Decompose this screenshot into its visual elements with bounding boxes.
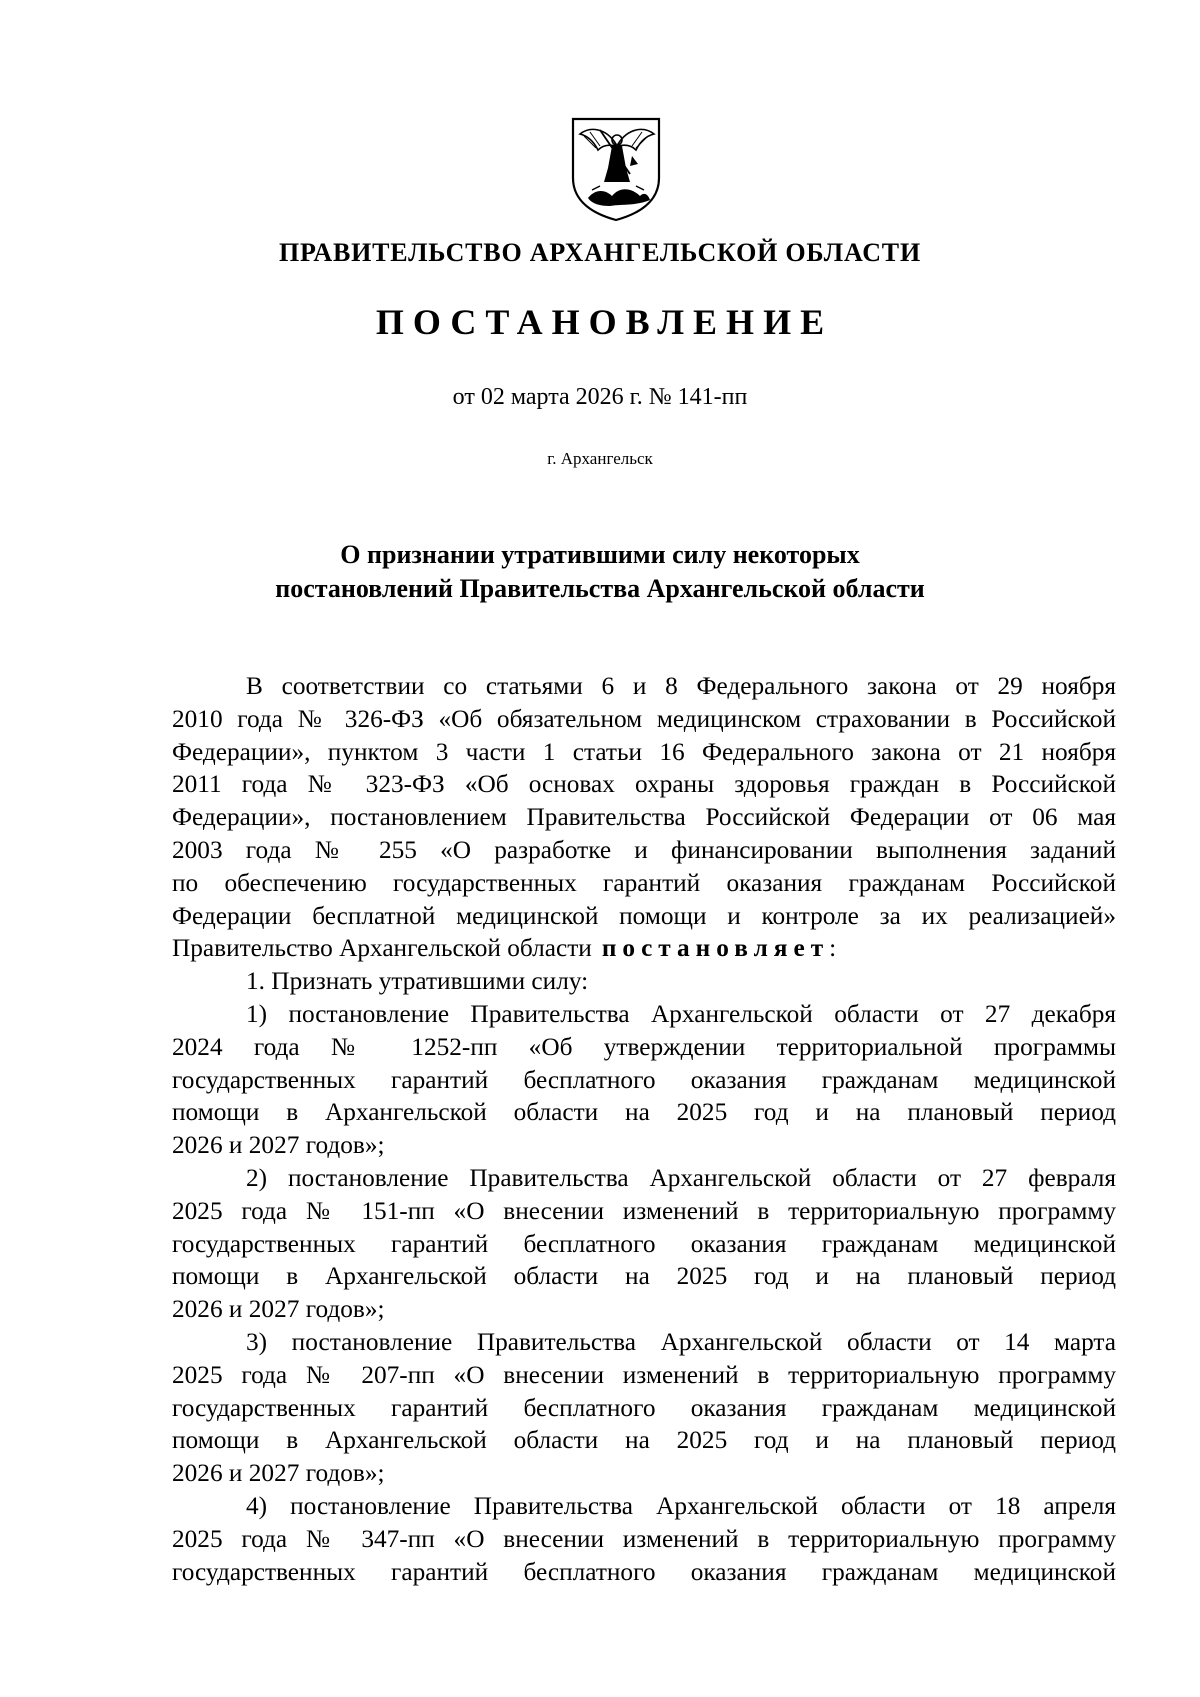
preamble-line: 2011 года № 323-ФЗ «Об основах охраны здоровья граждан в Российской — [172, 770, 1116, 799]
item-line: помощи в Архангельской области на 2025 год и на плановый период — [172, 1098, 1116, 1127]
item-line: государственных гарантий бесплатного оказания гражданам медицинской — [172, 1065, 1116, 1094]
resolve-line — [172, 932, 1116, 965]
title-line: О признании утратившими силу некоторых — [340, 540, 860, 569]
document-title — [0, 538, 1200, 606]
document-type: ПОСТАНОВЛЕНИЕ — [375, 302, 834, 342]
item-line: 2025 года № 347-пп «О внесении изменений в территориальную программу — [172, 1524, 1116, 1553]
item-line: 2026 и 2027 годов»; — [172, 1131, 385, 1160]
document-body — [172, 670, 1116, 1588]
preamble-line: 2010 года № 326-ФЗ «Об обязательном медицинском страховании в Российской — [172, 704, 1116, 733]
resolve-prefix: Правительство Архангельской области — [172, 934, 592, 963]
government-name: ПРАВИТЕЛЬСТВО АРХАНГЕЛЬСКОЙ ОБЛАСТИ — [279, 238, 921, 267]
item-line: 4) постановление Правительства Архангельской области от 18 апреля — [246, 1491, 1116, 1520]
item-line: 2025 года № 151-пп «О внесении изменений в территориальную программу — [172, 1196, 1116, 1225]
item-line: 2025 года № 207-пп «О внесении изменений в территориальную программу — [172, 1360, 1116, 1389]
item-line: помощи в Архангельской области на 2025 год и на плановый период — [172, 1262, 1116, 1291]
item-line: помощи в Архангельской области на 2025 год и на плановый период — [172, 1426, 1116, 1455]
preamble-line: 2003 года № 255 «О разработке и финансировании выполнения заданий — [172, 835, 1116, 864]
preamble-line: Федерации», пунктом 3 части 1 статьи 16 Федерального закона от 21 ноября — [172, 737, 1116, 766]
date-and-number: от 02 марта 2026 г. № 141-пп — [452, 384, 748, 410]
preamble-line: Федерации бесплатной медицинской помощи и контроле за их реализацией» — [172, 901, 1116, 930]
item-line: 2026 и 2027 годов»; — [172, 1459, 385, 1488]
item-line: государственных гарантий бесплатного оказания гражданам медицинской — [172, 1557, 1116, 1586]
preamble-line: по обеспечению государственных гарантий оказания гражданам Российской — [172, 868, 1116, 897]
resolve-suffix: : — [829, 934, 837, 963]
point-1: 1. Признать утратившими силу: — [246, 967, 589, 996]
title-line: постановлений Правительства Архангельской области — [275, 574, 925, 603]
item-line: государственных гарантий бесплатного оказания гражданам медицинской — [172, 1229, 1116, 1258]
preamble-line: Федерации», постановлением Правительства Российской Федерации от 06 мая — [172, 803, 1116, 832]
archangel-coat-of-arms-icon — [570, 116, 662, 222]
item-line: 2026 и 2027 годов»; — [172, 1295, 385, 1324]
resolve-word: постановляет — [601, 934, 830, 963]
item-line: 3) постановление Правительства Архангельской области от 14 марта — [246, 1327, 1116, 1356]
preamble-line: В соответствии со статьями 6 и 8 Федерального закона от 29 ноября — [246, 672, 1116, 700]
city: г. Архангельск — [547, 449, 653, 468]
item-line: 1) постановление Правительства Архангельской области от 27 декабря — [246, 999, 1116, 1028]
item-line: 2024 года № 1252-пп «Об утверждении территориальной программы — [172, 1032, 1116, 1061]
item-line: государственных гарантий бесплатного оказания гражданам медицинской — [172, 1393, 1116, 1422]
item-line: 2) постановление Правительства Архангельской области от 27 февраля — [246, 1163, 1116, 1192]
